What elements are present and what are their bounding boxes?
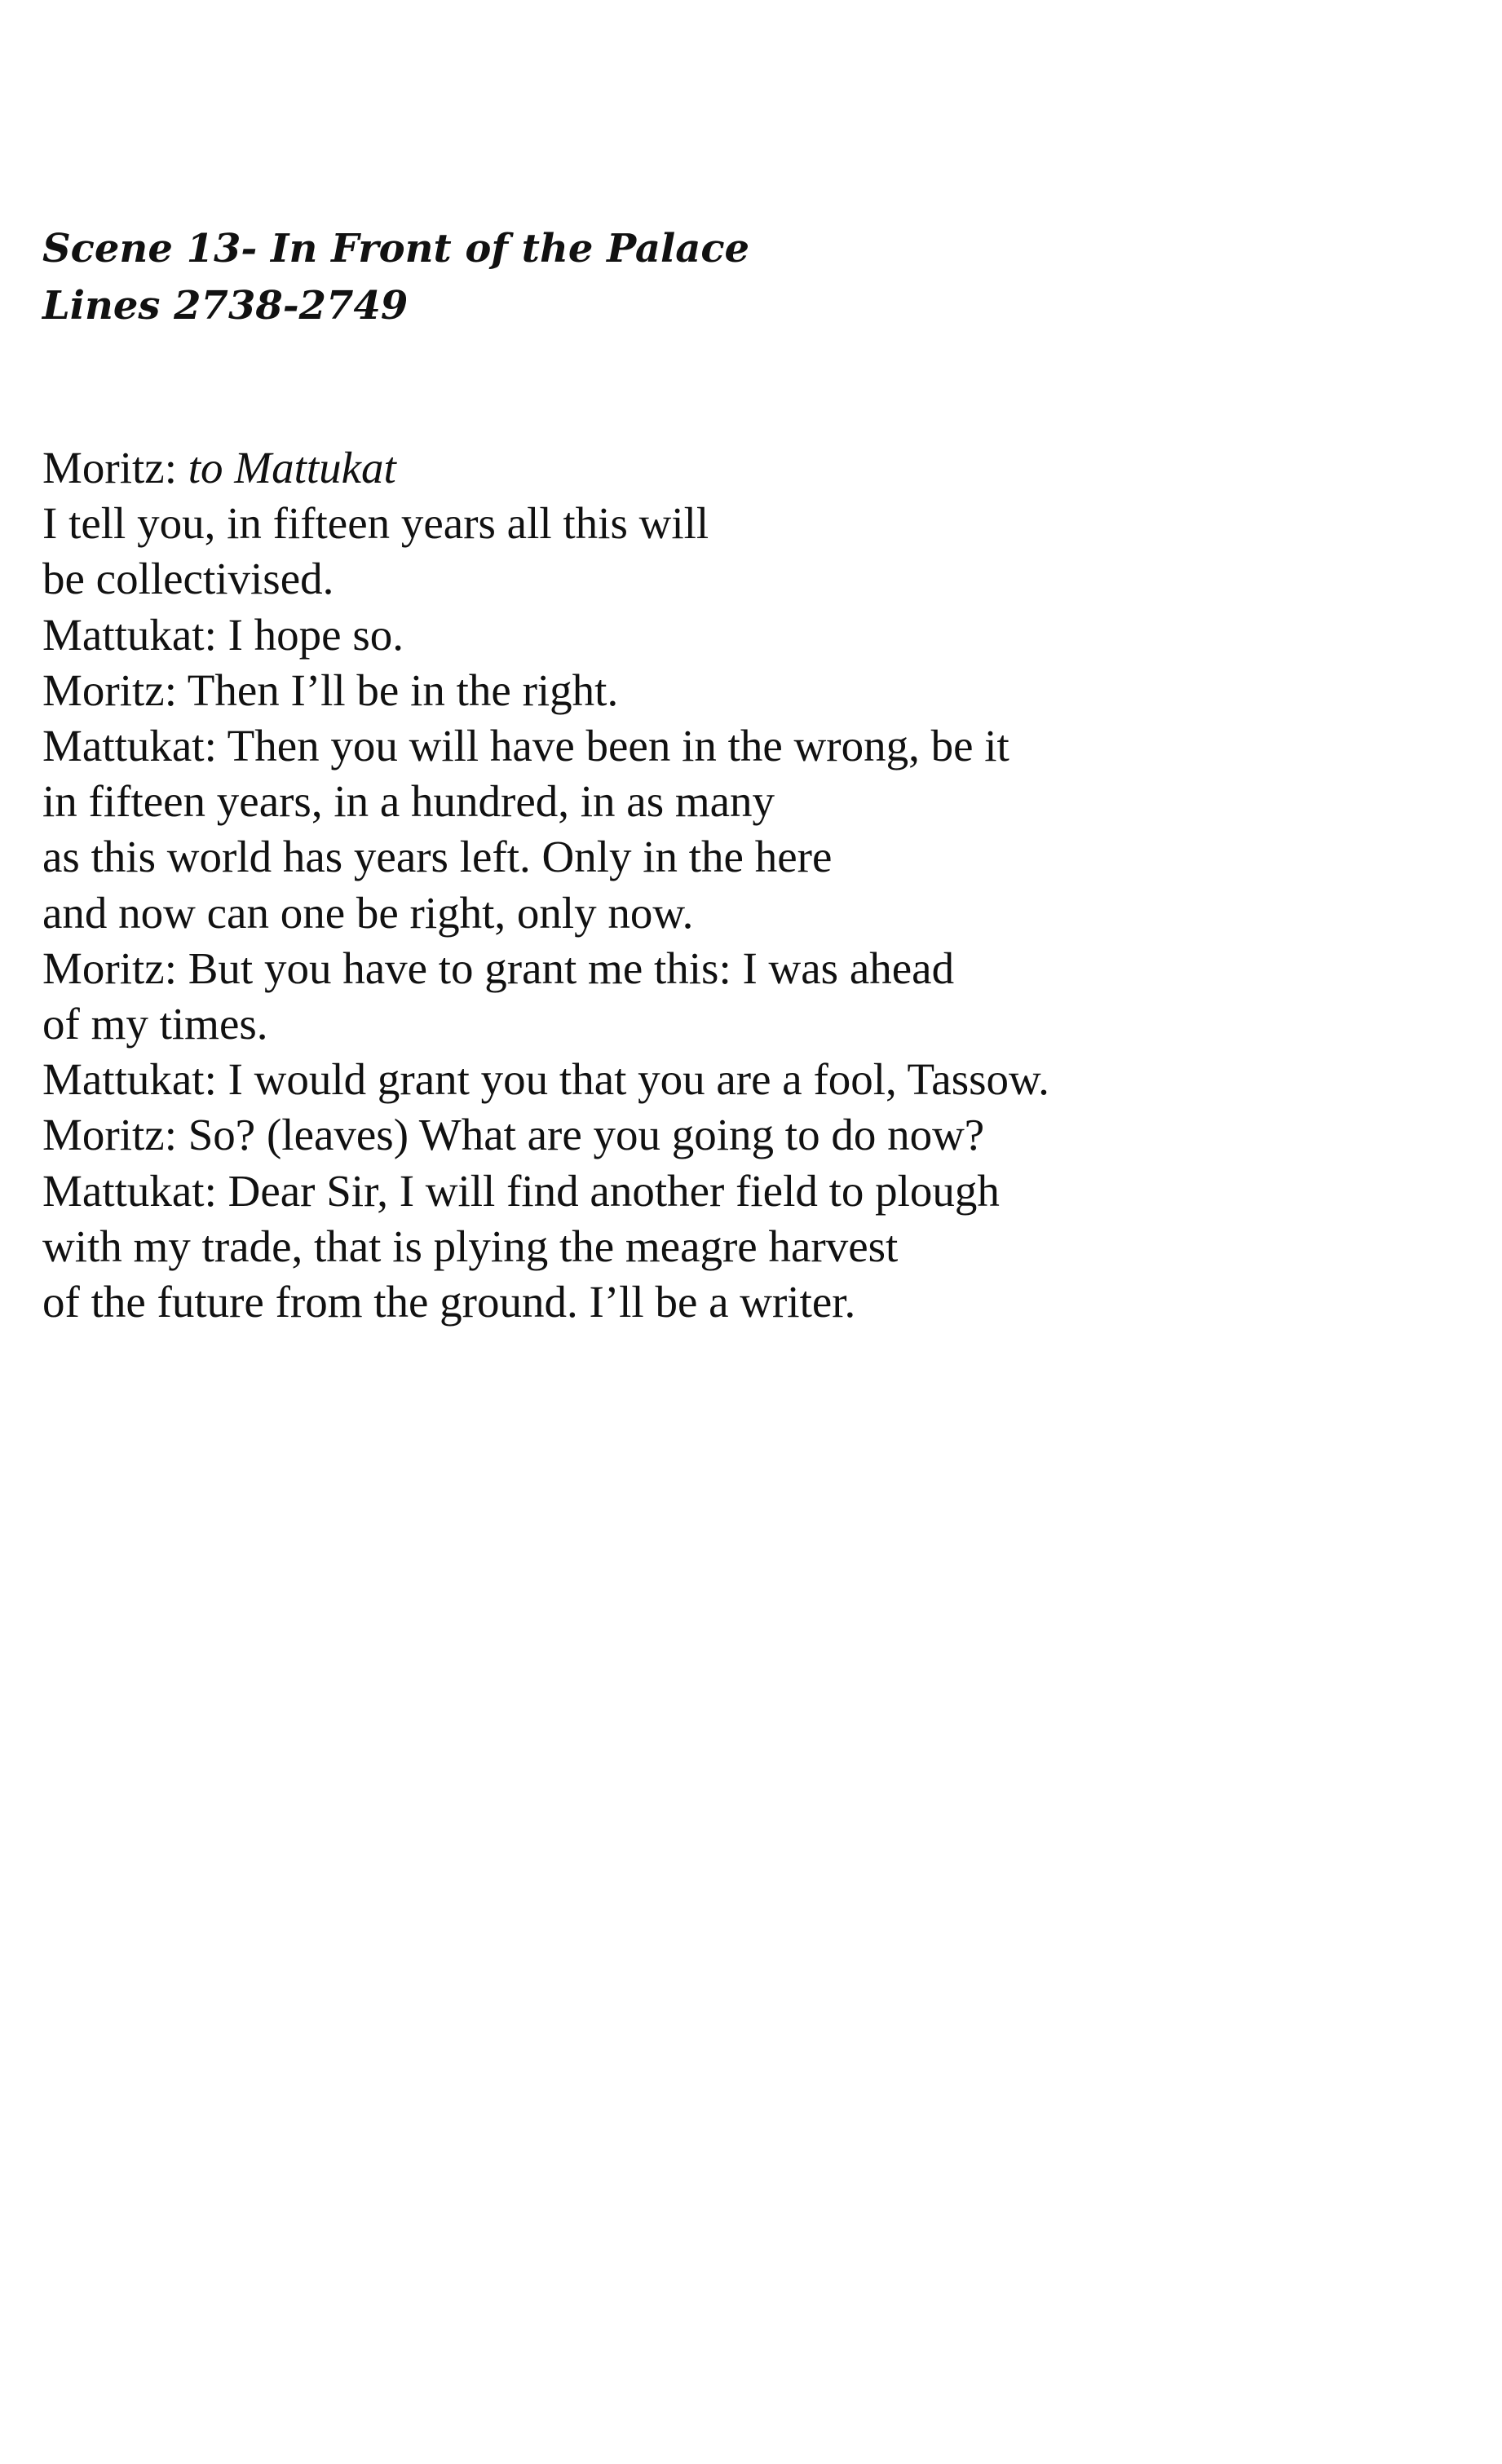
dialogue-line: Mattukat: I would grant you that you are a fool, Tassow. — [42, 1054, 1049, 1105]
dialogue-line: of my times. — [42, 999, 268, 1049]
dialogue-line: Moritz: So? (leaves) What are you going to do now? — [42, 1110, 985, 1160]
dialogue-line — [42, 440, 1266, 496]
scene-heading — [42, 220, 749, 334]
dialogue-line: Moritz: But you have to grant me this: I was ahead — [42, 943, 955, 993]
dialogue-line: Moritz: Then I’ll be in the right. — [42, 665, 619, 715]
dialogue-line: with my trade, that is plying the meagre harvest — [42, 1221, 899, 1271]
dialogue-text — [42, 440, 1266, 1330]
line-range: Lines 2738-2749 — [42, 283, 409, 329]
dialogue-line: as this world has years left. Only in the here — [42, 832, 833, 882]
dialogue-line: be collectivised. — [42, 554, 334, 604]
dialogue-line: I tell you, in fifteen years all this will — [42, 498, 709, 549]
dialogue-line: and now can one be right, only now. — [42, 887, 694, 938]
dialogue-line: in fifteen years, in a hundred, in as many — [42, 776, 775, 827]
speaker-name: Moritz: — [42, 443, 177, 492]
stage-direction: to Mattukat — [188, 443, 396, 492]
dialogue-line: Mattukat: Dear Sir, I will find another field to plough — [42, 1165, 1000, 1216]
dialogue-line: of the future from the ground. I’ll be a writer. — [42, 1277, 856, 1327]
dialogue-line: Mattukat: Then you will have been in the wrong, be it — [42, 721, 1009, 771]
scene-title: Scene 13- In Front of the Palace — [42, 226, 750, 272]
dialogue-line: Mattukat: I hope so. — [42, 609, 404, 660]
